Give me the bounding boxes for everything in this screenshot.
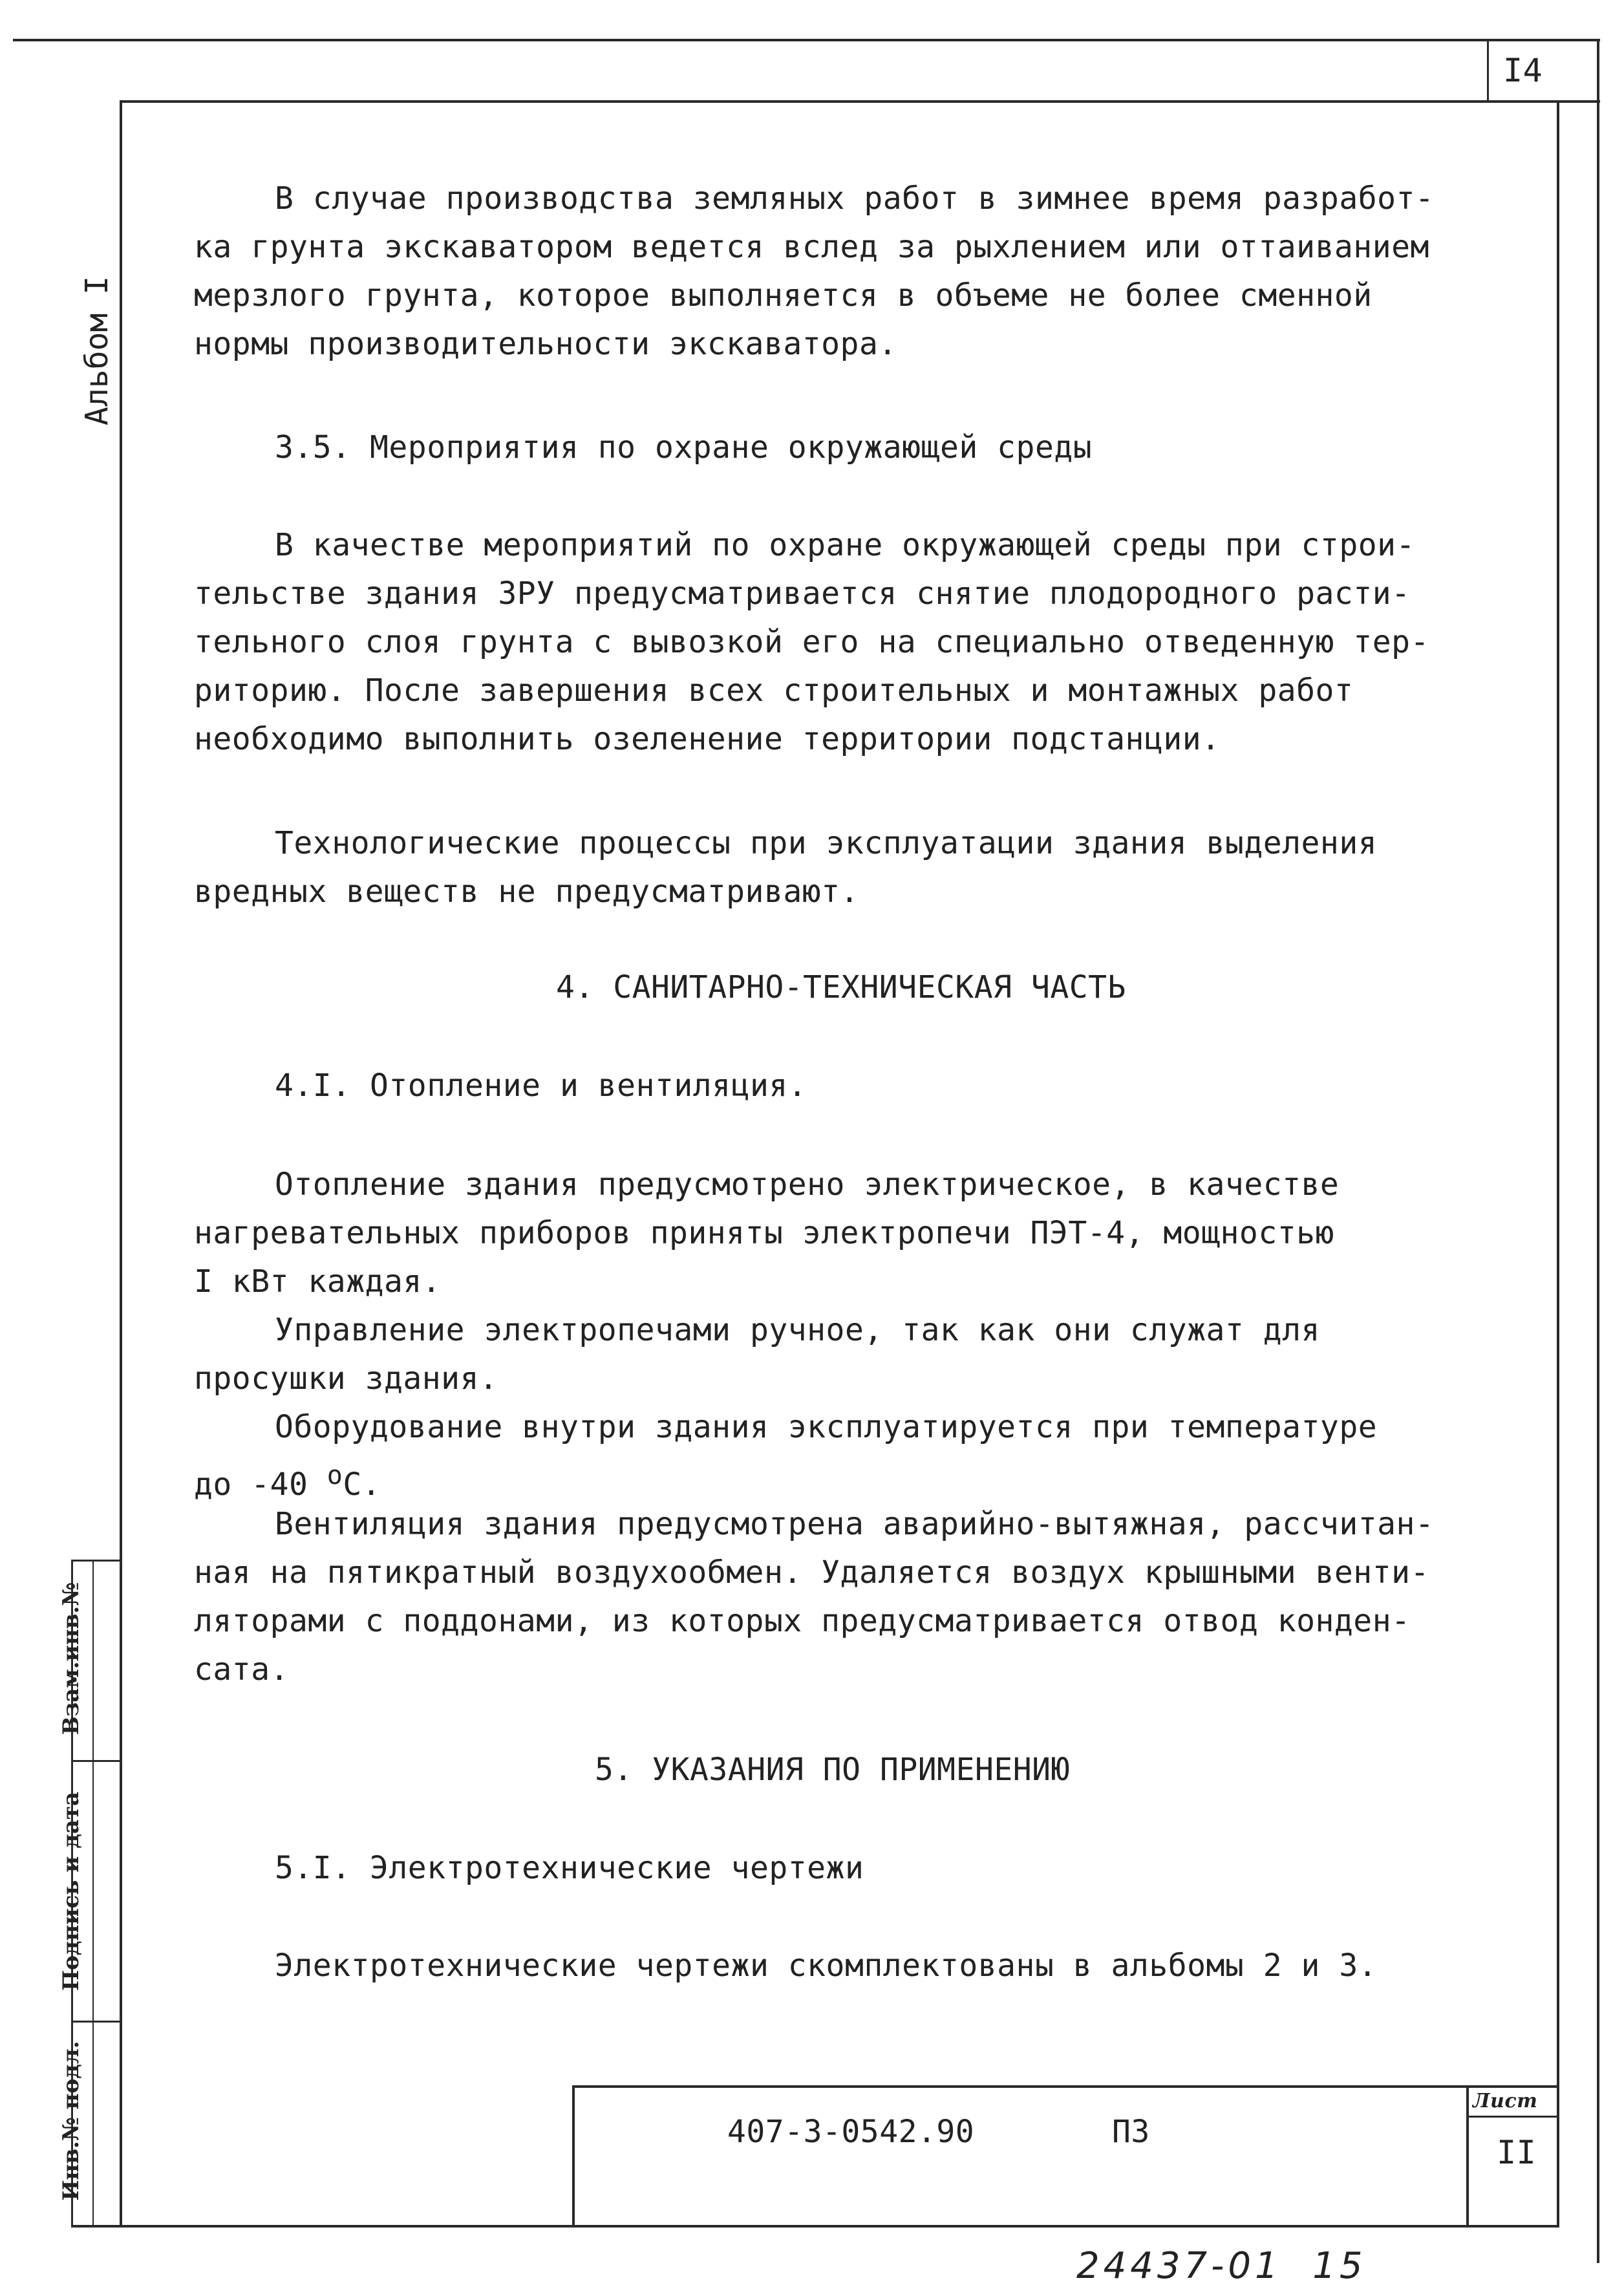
paragraph-heating: Отопление здания предусмотрено электрическое, в качестве нагревательных приборов приняты электропечи ПЭТ-4, мощностью I кВт каждая.	[194, 1166, 1340, 1300]
stamp-top	[572, 2085, 1558, 2088]
heading-section-4: 4. САНИТАРНО-ТЕХНИЧЕСКАЯ ЧАСТЬ	[556, 969, 1126, 1005]
heading-4-1: 4.I. Отопление и вентиляция.	[275, 1068, 807, 1104]
side-stamp-divider	[92, 1560, 94, 2227]
paragraph-technological-processes: Технологические процессы при эксплуатации здания выделения вредных веществ не предусматривают.	[194, 825, 1378, 910]
frame-top	[120, 100, 1600, 103]
frame-bottom	[71, 2225, 1558, 2228]
top-rule	[13, 39, 1600, 41]
side-stamp-sep2	[71, 2021, 122, 2023]
stamp-sheet-sep	[1466, 2116, 1558, 2118]
frame-right	[1557, 100, 1559, 2228]
paragraph-winter-earthworks: В случае производства земляных работ в зимнее время разработ- ка грунта экскаватором ведется вслед за рыхлением или оттаиванием мерзлого грунта, которое выполняется в объеме не более сменной нормы производительности экскаватора.	[194, 180, 1435, 362]
temperature-value: до -40	[194, 1466, 327, 1503]
page-number: I4	[1503, 52, 1543, 89]
paragraph-heater-control: Управление электропечами ручное, так как они служат для просушки здания.	[194, 1312, 1320, 1397]
paragraph-electrical-drawings: Электротехнические чертежи скомплектованы в альбомы 2 и 3.	[275, 1948, 1378, 1984]
document-type: ПЗ	[1112, 2114, 1150, 2150]
paragraph-equipment-line1: Оборудование внутри здания эксплуатируется при температуре	[275, 1409, 1378, 1445]
stamp-sheet-left	[1466, 2085, 1469, 2228]
side-stamp-top	[71, 1560, 122, 1562]
right-rule-outer	[1597, 39, 1599, 2263]
temperature-unit: С.	[343, 1466, 381, 1503]
handwritten-archive-number: 24437-01 15	[1076, 2245, 1367, 2287]
paragraph-environment-measures: В качестве мероприятий по охране окружающей среды при строи- тельстве здания ЗРУ предусматривается снятие плодородного расти- тельного слоя грунта с вывозкой его на специально отведенную тер- риторию. После завершения всех строительных и монтажных работ необходимо выполнить озеленение территории подстанции.	[194, 527, 1429, 757]
heading-section-5: 5. УКАЗАНИЯ ПО ПРИМЕНЕНИЮ	[595, 1752, 1070, 1788]
stamp-left	[572, 2085, 575, 2228]
sheet-label: Лист	[1473, 2090, 1538, 2112]
heading-5-1: 5.I. Электротехнические чертежи	[275, 1850, 864, 1886]
paragraph-ventilation: Вентиляция здания предусмотрена аварийно-вытяжная, рассчитан- ная на пятикратный воздухообмен. Удаляется воздух крышными венти- ляторами с поддонами, из которых предусматривается отвод конден- сата.	[194, 1506, 1435, 1688]
document-code: 407-3-0542.90	[727, 2114, 975, 2150]
heading-3-5: 3.5. Мероприятия по охране окружающей среды	[275, 429, 1093, 466]
frame-left	[120, 100, 122, 2228]
degree-mark: о	[326, 1461, 343, 1490]
side-field-replace-inv: Взам.инв.№	[58, 1582, 84, 1735]
album-label: Альбом I	[79, 275, 115, 425]
page-box-left	[1487, 39, 1489, 102]
side-field-signature-date: Подпись и дата	[58, 1792, 84, 1992]
side-stamp-sep1	[71, 1760, 122, 1762]
side-field-original-inv: Инв.№ подл.	[58, 2041, 84, 2201]
sheet-number: II	[1497, 2134, 1537, 2171]
